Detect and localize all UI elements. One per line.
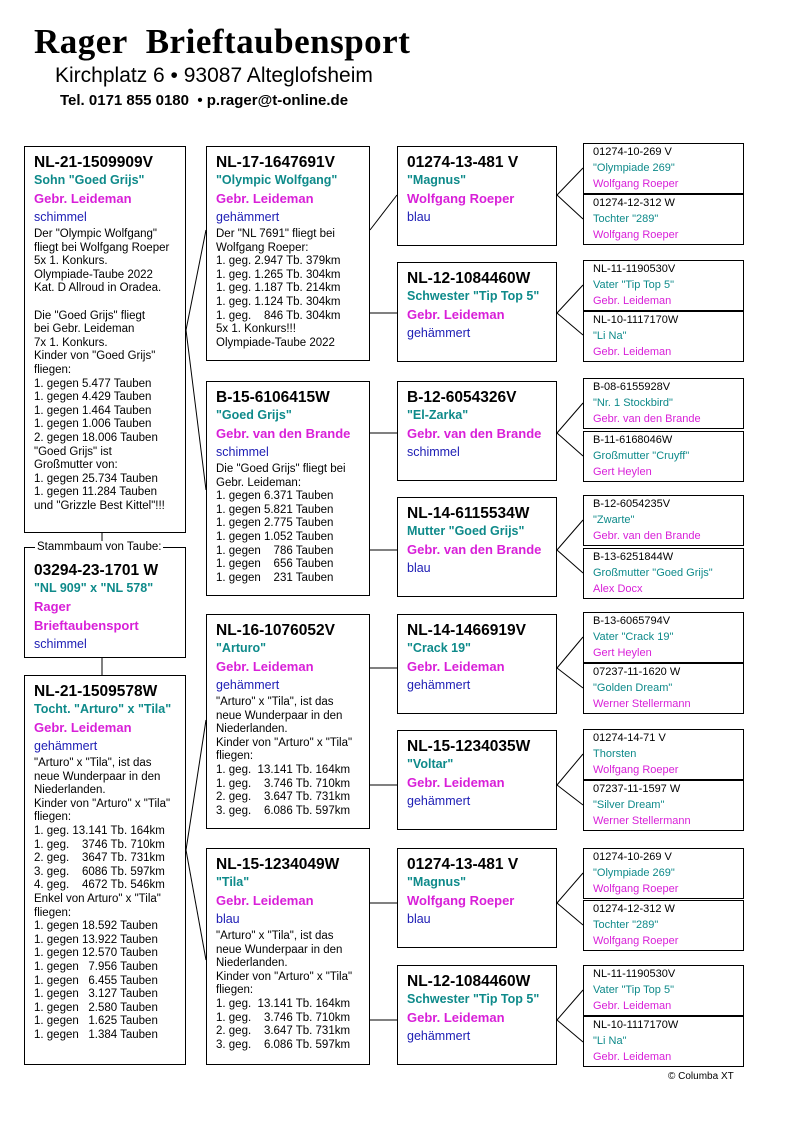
ancestor-breeder: Wolfgang Roeper: [593, 178, 679, 190]
ancestor-name: "Golden Dream": [593, 682, 673, 694]
ancestor-box: [583, 311, 744, 362]
ancestor-name: "Nr. 1 Stockbird": [593, 397, 673, 409]
great-grandparent-box: [397, 497, 557, 597]
ancestor-box: [583, 1016, 744, 1067]
grandparent-name: "Tila": [216, 875, 250, 889]
ancestor-breeder: Gebr. Leideman: [593, 1000, 672, 1012]
great-grandparent-ring: NL-12-1084460W: [407, 973, 531, 990]
great-grandparent-box: [397, 381, 557, 481]
grandparent-description: Die "Goed Grijs" fliegt bei Gebr. Leideman: 1. gegen 6.371 Tauben 1. gegen 5.821 Tauben 1. gegen 2.775 Tauben 1. gegen 1.052 Tauben 1. gegen 786 Tauben 1. gegen 656 Tauben 1. gegen 231 Tauben: [216, 463, 346, 584]
ancestor-box: [583, 729, 744, 780]
great-grandparent-name: Schwester "Tip Top 5": [407, 289, 540, 303]
subject-name: "NL 909" x "NL 578": [34, 581, 154, 595]
sire-name: Sohn "Goed Grijs": [34, 173, 145, 187]
great-grandparent-ring: B-12-6054326V: [407, 389, 517, 406]
ancestor-ring: 07237-11-1620 W: [593, 666, 681, 678]
great-grandparent-color: gehämmert: [407, 678, 471, 692]
ancestor-box: [583, 194, 744, 245]
ancestor-ring: 01274-12-312 W: [593, 197, 675, 209]
ancestor-breeder: Werner Stellermann: [593, 815, 691, 827]
ancestor-box: [583, 378, 744, 429]
ancestor-name: "Li Na": [593, 330, 627, 342]
grandparent-description: "Arturo" x "Tila", ist das neue Wunderpaar in den Niederlanden. Kinder von "Arturo" x "Tila" fliegen: 1. geg. 13.141 Tb. 164km 1. geg. 3.746 Tb. 710km 2. geg. 3.647 Tb. 731km 3. geg. 6.086 Tb. 597km: [216, 696, 353, 817]
great-grandparent-name: Schwester "Tip Top 5": [407, 992, 540, 1006]
great-grandparent-ring: NL-15-1234035W: [407, 738, 531, 755]
ancestor-ring: 01274-12-312 W: [593, 903, 675, 915]
sire-ring: NL-21-1509909V: [34, 154, 153, 171]
great-grandparent-name: "Crack 19": [407, 641, 471, 655]
ancestor-box: [583, 663, 744, 714]
great-grandparent-name: Mutter "Goed Grijs": [407, 524, 525, 538]
ancestor-name: "Zwarte": [593, 514, 635, 526]
ancestor-ring: NL-10-1117170W: [593, 1019, 679, 1031]
ancestor-breeder: Werner Stellermann: [593, 698, 691, 710]
great-grandparent-name: "Voltar": [407, 757, 454, 771]
grandparent-color: blau: [216, 912, 240, 926]
great-grandparent-breeder: Gebr. Leideman: [407, 775, 505, 790]
ancestor-box: [583, 900, 744, 951]
ancestor-name: "Olympiade 269": [593, 162, 675, 174]
ancestor-ring: B-11-6168046W: [593, 434, 673, 446]
ancestor-breeder: Gebr. van den Brande: [593, 530, 701, 542]
great-grandparent-name: "Magnus": [407, 875, 467, 889]
grandparent-ring: B-15-6106415W: [216, 389, 330, 406]
ancestor-name: Tochter "289": [593, 919, 659, 931]
great-grandparent-breeder: Gebr. van den Brande: [407, 426, 542, 441]
great-grandparent-box: [397, 146, 557, 246]
dam-box: [24, 675, 186, 1065]
sire-breeder: Gebr. Leideman: [34, 191, 132, 206]
ancestor-breeder: Gebr. Leideman: [593, 346, 672, 358]
great-grandparent-breeder: Gebr. Leideman: [407, 1010, 505, 1025]
ancestor-name: "Li Na": [593, 1035, 627, 1047]
address: Kirchplatz 6 • 93087 Alteglofsheim: [55, 64, 373, 87]
ancestor-ring: 01274-14-71 V: [593, 732, 666, 744]
ancestor-breeder: Gebr. Leideman: [593, 1051, 672, 1063]
grandparent-breeder: Gebr. Leideman: [216, 191, 314, 206]
great-grandparent-breeder: Wolfgang Roeper: [407, 191, 515, 206]
ancestor-breeder: Alex Docx: [593, 583, 643, 595]
great-grandparent-box: [397, 262, 557, 362]
grandparent-name: "Arturo": [216, 641, 267, 655]
ancestor-box: [583, 431, 744, 482]
grandparent-box: [206, 848, 370, 1065]
ancestor-name: Vater "Tip Top 5": [593, 984, 674, 996]
ancestor-breeder: Wolfgang Roeper: [593, 229, 679, 241]
great-grandparent-box: [397, 965, 557, 1065]
grandparent-name: "Olympic Wolfgang": [216, 173, 338, 187]
great-grandparent-box: [397, 848, 557, 948]
grandparent-ring: NL-17-1647691V: [216, 154, 335, 171]
grandparent-name: "Goed Grijs": [216, 408, 292, 422]
ancestor-box: [583, 260, 744, 311]
ancestor-box: [583, 848, 744, 899]
copyright-footer: © Columba XT: [668, 1071, 734, 1082]
ancestor-name: Vater "Tip Top 5": [593, 279, 674, 291]
ancestor-ring: 01274-10-269 V: [593, 146, 672, 158]
ancestor-name: Tochter "289": [593, 213, 659, 225]
great-grandparent-breeder: Wolfgang Roeper: [407, 893, 515, 908]
great-grandparent-name: "Magnus": [407, 173, 467, 187]
ancestor-name: Großmutter "Cruyff": [593, 450, 690, 462]
sire-color: schimmel: [34, 210, 87, 224]
ancestor-ring: B-13-6251844W: [593, 551, 674, 563]
ancestor-breeder: Gebr. Leideman: [593, 295, 672, 307]
grandparent-ring: NL-15-1234049W: [216, 856, 340, 873]
subject-box: [24, 547, 186, 658]
ancestor-box: [583, 495, 744, 546]
grandparent-description: Der "NL 7691" fliegt bei Wolfgang Roeper: 1. geg. 2.947 Tb. 379km 1. geg. 1.265 Tb. 304km 1. geg. 1.187 Tb. 214km 1. geg. 1.124 Tb. 304km 1. geg. 846 Tb. 304km 5x 1. Konkurs!!! Olympiade-Taube 2022: [216, 228, 341, 349]
grandparent-box: [206, 381, 370, 596]
great-grandparent-color: gehämmert: [407, 326, 471, 340]
great-grandparent-ring: 01274-13-481 V: [407, 856, 519, 873]
grandparent-color: gehämmert: [216, 210, 280, 224]
ancestor-breeder: Wolfgang Roeper: [593, 883, 679, 895]
subject-ring: 03294-23-1701 W: [34, 562, 159, 579]
dam-description: "Arturo" x "Tila", ist das neue Wunderpaar in den Niederlanden. Kinder von "Arturo" x "Tila" fliegen: 1. geg. 13.141 Tb. 164km 1. geg. 3746 Tb. 710km 2. geg. 3647 Tb. 731km 3. geg. 6086 Tb. 597km 4. geg. 4672 Tb. 546km Enkel von Arturo" x "Tila" fliegen: 1. gegen 18.592 Tauben 1. gegen 13.922 Tauben 1. gegen 12.570 Tauben 1. gegen 7.956 Tauben 1. gegen 6.455 Tauben 1. gegen 3.127 Tauben 1. gegen 2.580 Tauben 1. gegen 1.625 Tauben 1. gegen 1.384 Tauben: [34, 757, 171, 1041]
contact-line: Tel. 0171 855 0180 • p.rager@t-online.de: [60, 92, 349, 109]
ancestor-ring: NL-11-1190530V: [593, 968, 676, 980]
ancestor-name: Großmutter "Goed Grijs": [593, 567, 713, 579]
grandparent-breeder: Gebr. Leideman: [216, 893, 314, 908]
great-grandparent-breeder: Gebr. van den Brande: [407, 542, 542, 557]
ancestor-ring: B-12-6054235V: [593, 498, 671, 510]
great-grandparent-ring: NL-14-6115534W: [407, 505, 530, 522]
great-grandparent-ring: NL-12-1084460W: [407, 270, 531, 287]
ancestor-breeder: Gert Heylen: [593, 647, 652, 659]
ancestor-name: "Olympiade 269": [593, 867, 675, 879]
sire-box: [24, 146, 186, 533]
ancestor-ring: 07237-11-1597 W: [593, 783, 681, 795]
grandparent-description: "Arturo" x "Tila", ist das neue Wunderpaar in den Niederlanden. Kinder von "Arturo" x "Tila" fliegen: 1. geg. 13.141 Tb. 164km 1. geg. 3.746 Tb. 710km 2. geg. 3.647 Tb. 731km 3. geg. 6.086 Tb. 597km: [216, 930, 353, 1051]
great-grandparent-color: blau: [407, 912, 431, 926]
ancestor-breeder: Wolfgang Roeper: [593, 935, 679, 947]
ancestor-box: [583, 965, 744, 1016]
grandparent-ring: NL-16-1076052V: [216, 622, 335, 639]
ancestor-ring: 01274-10-269 V: [593, 851, 672, 863]
great-grandparent-ring: NL-14-1466919V: [407, 622, 526, 639]
grandparent-breeder: Gebr. van den Brande: [216, 426, 351, 441]
ancestor-name: Thorsten: [593, 748, 637, 760]
ancestor-ring: NL-11-1190530V: [593, 263, 676, 275]
sire-description: Der "Olympic Wolfgang" fliegt bei Wolfgang Roeper 5x 1. Konkurs. Olympiade-Taube 2022 Kat. D Allroud in Oradea. Die "Goed Grijs" fliegt bei Gebr. Leideman 7x 1. Konkurs. Kinder von "Goed Grijs" fliegen: 1. gegen 5.477 Tauben 1. gegen 4.429 Tauben 1. gegen 1.464 Tauben 1. gegen 1.006 Tauben 2. gegen 18.006 Tauben "Goed Grijs" ist Großmutter von: 1. gegen 25.734 Tauben 1. gegen 11.284 Tauben und "Grizzle Best Kittel"!!!: [34, 228, 170, 512]
grandparent-color: gehämmert: [216, 678, 280, 692]
ancestor-name: Vater "Crack 19": [593, 631, 674, 643]
pedigree-label: Stammbaum von Taube:: [37, 541, 162, 553]
ancestor-breeder: Gebr. van den Brande: [593, 413, 701, 425]
ancestor-name: "Silver Dream": [593, 799, 665, 811]
ancestor-box: [583, 143, 744, 194]
great-grandparent-color: schimmel: [407, 445, 460, 459]
grandparent-color: schimmel: [216, 445, 269, 459]
dam-ring: NL-21-1509578W: [34, 683, 158, 700]
dam-color: gehämmert: [34, 739, 98, 753]
dam-name: Tocht. "Arturo" x "Tila": [34, 702, 172, 716]
ancestor-ring: NL-10-1117170W: [593, 314, 679, 326]
ancestor-breeder: Gert Heylen: [593, 466, 652, 478]
ancestor-ring: B-13-6065794V: [593, 615, 671, 627]
subject-breeder: Rager Brieftaubensport: [34, 599, 139, 633]
grandparent-box: [206, 614, 370, 829]
great-grandparent-color: blau: [407, 561, 431, 575]
ancestor-box: [583, 548, 744, 599]
great-grandparent-box: [397, 614, 557, 714]
ancestor-box: [583, 780, 744, 831]
great-grandparent-box: [397, 730, 557, 830]
subject-color: schimmel: [34, 637, 87, 651]
great-grandparent-breeder: Gebr. Leideman: [407, 659, 505, 674]
great-grandparent-color: blau: [407, 210, 431, 224]
ancestor-ring: B-08-6155928V: [593, 381, 671, 393]
ancestor-box: [583, 612, 744, 663]
great-grandparent-color: gehämmert: [407, 794, 471, 808]
great-grandparent-ring: 01274-13-481 V: [407, 154, 519, 171]
dam-breeder: Gebr. Leideman: [34, 720, 132, 735]
grandparent-box: [206, 146, 370, 361]
grandparent-breeder: Gebr. Leideman: [216, 659, 314, 674]
page-title: Rager Brieftaubensport: [34, 22, 411, 61]
ancestor-breeder: Wolfgang Roeper: [593, 764, 679, 776]
great-grandparent-breeder: Gebr. Leideman: [407, 307, 505, 322]
great-grandparent-color: gehämmert: [407, 1029, 471, 1043]
great-grandparent-name: "El-Zarka": [407, 408, 469, 422]
